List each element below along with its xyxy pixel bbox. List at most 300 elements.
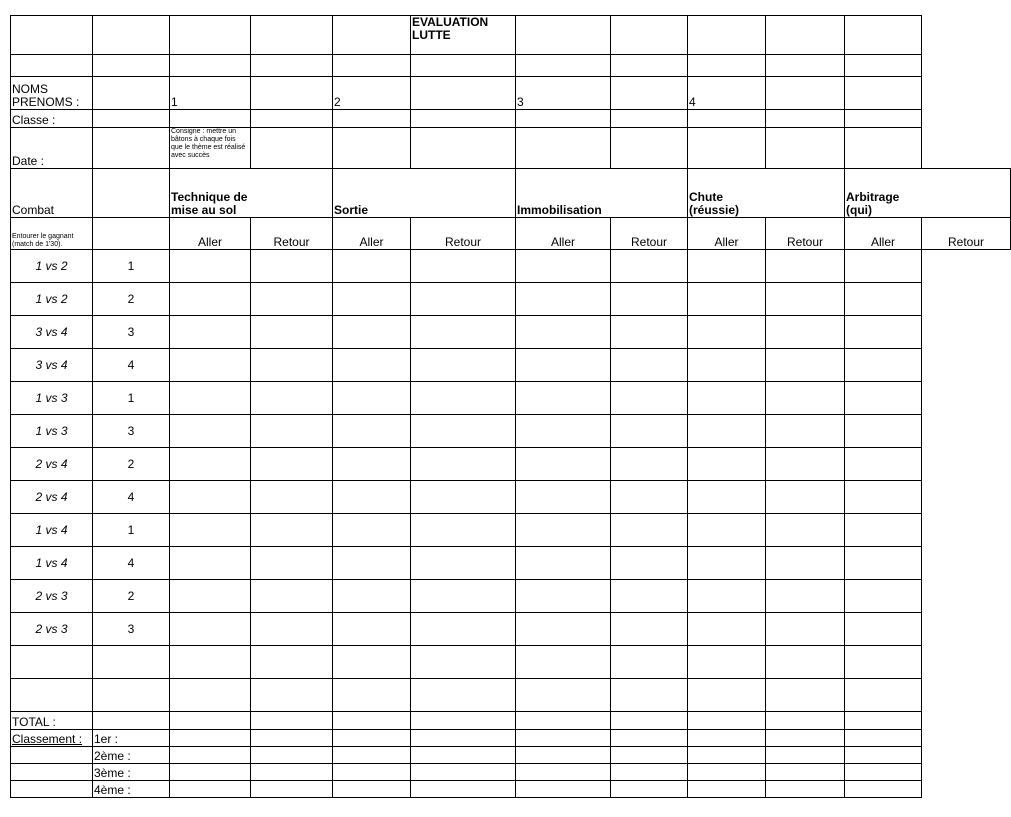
match-pairing: 1 vs 4 bbox=[11, 514, 93, 547]
score-cell[interactable] bbox=[516, 613, 611, 646]
title-line-2: LUTTE bbox=[412, 28, 451, 42]
score-cell[interactable] bbox=[766, 613, 845, 646]
cell[interactable] bbox=[611, 679, 688, 712]
blank-row bbox=[11, 55, 1011, 77]
score-cell[interactable] bbox=[688, 514, 766, 547]
score-cell[interactable] bbox=[766, 415, 845, 448]
score-cell[interactable] bbox=[170, 283, 251, 316]
score-cell[interactable] bbox=[688, 580, 766, 613]
score-cell[interactable] bbox=[251, 448, 333, 481]
cell[interactable] bbox=[251, 128, 333, 169]
match-row bbox=[11, 481, 1011, 514]
score-cell[interactable] bbox=[170, 415, 251, 448]
cell bbox=[11, 747, 93, 764]
score-cell[interactable] bbox=[516, 316, 611, 349]
score-cell[interactable] bbox=[845, 580, 922, 613]
sheet-title bbox=[411, 16, 516, 55]
score-cell[interactable] bbox=[251, 547, 333, 580]
classe-label: Classe : bbox=[11, 110, 93, 128]
cell[interactable] bbox=[766, 679, 845, 712]
theme-arbitrage: Arbitrage (qui) bbox=[845, 169, 1011, 218]
cell[interactable] bbox=[688, 55, 766, 77]
rank-field[interactable] bbox=[251, 781, 333, 798]
score-cell[interactable] bbox=[333, 283, 411, 316]
referee-number: 3 bbox=[93, 415, 170, 448]
score-cell[interactable] bbox=[333, 613, 411, 646]
cell[interactable] bbox=[845, 16, 922, 55]
score-cell[interactable] bbox=[688, 283, 766, 316]
cell[interactable] bbox=[516, 712, 611, 730]
score-cell[interactable] bbox=[611, 613, 688, 646]
cell[interactable] bbox=[251, 55, 333, 77]
score-cell[interactable] bbox=[766, 580, 845, 613]
score-cell[interactable] bbox=[333, 316, 411, 349]
score-cell[interactable] bbox=[688, 382, 766, 415]
classement-label: Classement : bbox=[11, 730, 93, 747]
score-cell[interactable] bbox=[516, 250, 611, 283]
retour-header: Retour bbox=[922, 218, 1011, 250]
rank-field[interactable] bbox=[766, 730, 845, 747]
cell[interactable] bbox=[93, 712, 170, 730]
cell[interactable] bbox=[516, 110, 611, 128]
cell[interactable] bbox=[333, 16, 411, 55]
cell[interactable] bbox=[688, 128, 766, 169]
cell[interactable] bbox=[411, 646, 516, 679]
cell[interactable] bbox=[688, 16, 766, 55]
score-cell[interactable] bbox=[845, 613, 922, 646]
rank-field[interactable] bbox=[611, 764, 688, 781]
score-cell[interactable] bbox=[688, 613, 766, 646]
score-cell[interactable] bbox=[845, 481, 922, 514]
cell[interactable] bbox=[93, 679, 170, 712]
score-cell[interactable] bbox=[411, 514, 516, 547]
cell[interactable] bbox=[411, 712, 516, 730]
rank-field[interactable] bbox=[845, 730, 922, 747]
score-cell[interactable] bbox=[516, 448, 611, 481]
theme-immobilisation: Immobilisation bbox=[516, 169, 688, 218]
cell[interactable] bbox=[251, 110, 333, 128]
score-cell[interactable] bbox=[688, 250, 766, 283]
cell[interactable] bbox=[611, 128, 688, 169]
score-cell[interactable] bbox=[611, 349, 688, 382]
referee-number: 1 bbox=[93, 250, 170, 283]
rank-field[interactable] bbox=[766, 764, 845, 781]
rank-label: 2ème : bbox=[93, 747, 170, 764]
rank-field[interactable] bbox=[170, 730, 251, 747]
score-cell[interactable] bbox=[170, 250, 251, 283]
score-cell[interactable] bbox=[845, 250, 922, 283]
score-cell[interactable] bbox=[766, 547, 845, 580]
cell[interactable] bbox=[845, 55, 922, 77]
rank-field[interactable] bbox=[845, 781, 922, 798]
score-cell[interactable] bbox=[845, 382, 922, 415]
match-pairing: 1 vs 2 bbox=[11, 250, 93, 283]
referee-number: 4 bbox=[93, 481, 170, 514]
cell[interactable] bbox=[411, 110, 516, 128]
total-label: TOTAL : bbox=[11, 712, 93, 730]
retour-header: Retour bbox=[251, 218, 333, 250]
cell[interactable] bbox=[411, 55, 516, 77]
evaluation-sheet bbox=[10, 15, 1011, 798]
match-pairing: 2 vs 3 bbox=[11, 613, 93, 646]
blank-row bbox=[11, 679, 1011, 712]
cell[interactable] bbox=[333, 110, 411, 128]
match-pairing: 1 vs 2 bbox=[11, 283, 93, 316]
score-cell[interactable] bbox=[766, 382, 845, 415]
score-cell[interactable] bbox=[411, 547, 516, 580]
referee-number: 2 bbox=[93, 448, 170, 481]
cell[interactable] bbox=[611, 646, 688, 679]
score-cell[interactable] bbox=[411, 448, 516, 481]
rank-field[interactable] bbox=[333, 781, 411, 798]
cell[interactable] bbox=[688, 712, 766, 730]
rank-field[interactable] bbox=[333, 730, 411, 747]
score-cell[interactable] bbox=[333, 250, 411, 283]
score-cell[interactable] bbox=[411, 613, 516, 646]
theme-technique: Technique de mise au sol bbox=[170, 169, 333, 218]
score-cell[interactable] bbox=[766, 448, 845, 481]
cell bbox=[93, 169, 170, 218]
cell[interactable] bbox=[411, 128, 516, 169]
score-cell[interactable] bbox=[170, 349, 251, 382]
aller-header: Aller bbox=[333, 218, 411, 250]
rank-field[interactable] bbox=[170, 781, 251, 798]
student-name-4[interactable] bbox=[766, 77, 845, 110]
score-cell[interactable] bbox=[333, 415, 411, 448]
match-pairing: 2 vs 4 bbox=[11, 448, 93, 481]
score-cell[interactable] bbox=[170, 382, 251, 415]
score-cell[interactable] bbox=[516, 580, 611, 613]
cell[interactable] bbox=[845, 679, 922, 712]
cell[interactable] bbox=[845, 110, 922, 128]
match-row bbox=[11, 382, 1011, 415]
cell[interactable] bbox=[333, 128, 411, 169]
score-cell[interactable] bbox=[170, 580, 251, 613]
cell[interactable] bbox=[11, 646, 93, 679]
cell[interactable] bbox=[170, 16, 251, 55]
score-cell[interactable] bbox=[516, 514, 611, 547]
date-field[interactable] bbox=[93, 128, 170, 169]
rank-field[interactable] bbox=[766, 781, 845, 798]
match-row bbox=[11, 250, 1011, 283]
score-cell[interactable] bbox=[845, 547, 922, 580]
ranking-row bbox=[11, 730, 1011, 747]
cell[interactable] bbox=[516, 16, 611, 55]
match-row bbox=[11, 283, 1011, 316]
score-cell[interactable] bbox=[516, 481, 611, 514]
rank-field[interactable] bbox=[845, 747, 922, 764]
rank-field[interactable] bbox=[170, 747, 251, 764]
score-cell[interactable] bbox=[766, 316, 845, 349]
cell[interactable] bbox=[251, 679, 333, 712]
cell bbox=[93, 218, 170, 250]
score-cell[interactable] bbox=[411, 580, 516, 613]
score-cell[interactable] bbox=[611, 283, 688, 316]
match-row bbox=[11, 580, 1011, 613]
score-cell[interactable] bbox=[251, 415, 333, 448]
rank-field[interactable] bbox=[611, 730, 688, 747]
cell[interactable] bbox=[411, 679, 516, 712]
match-pairing: 2 vs 3 bbox=[11, 580, 93, 613]
cell[interactable] bbox=[333, 712, 411, 730]
score-cell[interactable] bbox=[516, 382, 611, 415]
rank-field[interactable] bbox=[688, 781, 766, 798]
score-cell[interactable] bbox=[845, 316, 922, 349]
cell[interactable] bbox=[845, 646, 922, 679]
rank-field[interactable] bbox=[170, 764, 251, 781]
score-cell[interactable] bbox=[251, 283, 333, 316]
rank-field[interactable] bbox=[411, 764, 516, 781]
consigne-note: Consigne : mettre un bâtons à chaque fois que le thème est réalisé avec succès bbox=[170, 128, 251, 169]
cell[interactable] bbox=[170, 110, 251, 128]
score-cell[interactable] bbox=[333, 547, 411, 580]
cell[interactable] bbox=[766, 646, 845, 679]
blank-row bbox=[11, 646, 1011, 679]
score-cell[interactable] bbox=[411, 481, 516, 514]
referee-number: 2 bbox=[93, 580, 170, 613]
score-cell[interactable] bbox=[611, 382, 688, 415]
referee-number: 4 bbox=[93, 547, 170, 580]
score-cell[interactable] bbox=[411, 349, 516, 382]
score-cell[interactable] bbox=[516, 349, 611, 382]
cell[interactable] bbox=[516, 55, 611, 77]
cell[interactable] bbox=[11, 16, 93, 55]
cell[interactable] bbox=[766, 712, 845, 730]
score-cell[interactable] bbox=[611, 514, 688, 547]
cell[interactable] bbox=[251, 712, 333, 730]
entourer-note: Entourer le gagnant (match de 1'30). bbox=[11, 218, 93, 250]
score-cell[interactable] bbox=[411, 250, 516, 283]
score-cell[interactable] bbox=[333, 448, 411, 481]
cell[interactable] bbox=[251, 16, 333, 55]
prenoms-label: PRENOMS : bbox=[12, 95, 80, 109]
score-cell[interactable] bbox=[251, 580, 333, 613]
rank-field[interactable] bbox=[611, 781, 688, 798]
cell[interactable] bbox=[688, 110, 766, 128]
student-name-2[interactable] bbox=[411, 77, 516, 110]
match-pairing: 1 vs 4 bbox=[11, 547, 93, 580]
student-number-1: 1 bbox=[170, 77, 251, 110]
retour-header: Retour bbox=[611, 218, 688, 250]
score-cell[interactable] bbox=[411, 316, 516, 349]
score-cell[interactable] bbox=[845, 349, 922, 382]
cell[interactable] bbox=[611, 55, 688, 77]
cell[interactable] bbox=[93, 16, 170, 55]
score-cell[interactable] bbox=[611, 448, 688, 481]
score-cell[interactable] bbox=[845, 448, 922, 481]
referee-number: 3 bbox=[93, 316, 170, 349]
rank-field[interactable] bbox=[516, 730, 611, 747]
retour-header: Retour bbox=[411, 218, 516, 250]
rank-field[interactable] bbox=[845, 764, 922, 781]
match-pairing: 1 vs 3 bbox=[11, 415, 93, 448]
score-cell[interactable] bbox=[516, 415, 611, 448]
score-cell[interactable] bbox=[251, 613, 333, 646]
cell[interactable] bbox=[333, 679, 411, 712]
student-number-4: 4 bbox=[688, 77, 766, 110]
cell[interactable] bbox=[11, 55, 93, 77]
cell[interactable] bbox=[688, 679, 766, 712]
rank-field[interactable] bbox=[688, 730, 766, 747]
score-cell[interactable] bbox=[688, 349, 766, 382]
score-cell[interactable] bbox=[333, 349, 411, 382]
cell[interactable] bbox=[766, 110, 845, 128]
cell[interactable] bbox=[611, 16, 688, 55]
cell[interactable] bbox=[516, 646, 611, 679]
match-pairing: 3 vs 4 bbox=[11, 349, 93, 382]
score-cell[interactable] bbox=[251, 382, 333, 415]
aller-header: Aller bbox=[516, 218, 611, 250]
cell[interactable] bbox=[516, 679, 611, 712]
match-row bbox=[11, 448, 1011, 481]
rank-field[interactable] bbox=[611, 747, 688, 764]
rank-field[interactable] bbox=[333, 764, 411, 781]
match-row bbox=[11, 613, 1011, 646]
cell[interactable] bbox=[93, 646, 170, 679]
cell[interactable] bbox=[333, 646, 411, 679]
score-cell[interactable] bbox=[411, 382, 516, 415]
noms-label: NOMS bbox=[12, 82, 48, 96]
score-cell[interactable] bbox=[611, 481, 688, 514]
match-pairing: 1 vs 3 bbox=[11, 382, 93, 415]
score-cell[interactable] bbox=[251, 481, 333, 514]
score-cell[interactable] bbox=[766, 514, 845, 547]
rank-field[interactable] bbox=[516, 764, 611, 781]
cell[interactable] bbox=[845, 77, 922, 110]
rank-field[interactable] bbox=[251, 764, 333, 781]
ranking-row bbox=[11, 747, 1011, 764]
score-cell[interactable] bbox=[845, 514, 922, 547]
score-cell[interactable] bbox=[251, 514, 333, 547]
score-cell[interactable] bbox=[688, 481, 766, 514]
match-row bbox=[11, 514, 1011, 547]
score-cell[interactable] bbox=[688, 316, 766, 349]
aller-header: Aller bbox=[688, 218, 766, 250]
ranking-row bbox=[11, 781, 1011, 798]
retour-header: Retour bbox=[766, 218, 845, 250]
cell[interactable] bbox=[93, 77, 170, 110]
student-name-3[interactable] bbox=[611, 77, 688, 110]
referee-number: 3 bbox=[93, 613, 170, 646]
score-cell[interactable] bbox=[333, 580, 411, 613]
rank-field[interactable] bbox=[411, 747, 516, 764]
match-row bbox=[11, 349, 1011, 382]
cell[interactable] bbox=[611, 712, 688, 730]
score-cell[interactable] bbox=[611, 250, 688, 283]
score-cell[interactable] bbox=[516, 547, 611, 580]
score-cell[interactable] bbox=[845, 283, 922, 316]
rank-field[interactable] bbox=[411, 781, 516, 798]
cell[interactable] bbox=[688, 646, 766, 679]
rank-field[interactable] bbox=[688, 764, 766, 781]
score-cell[interactable] bbox=[766, 250, 845, 283]
student-name-1[interactable] bbox=[251, 77, 333, 110]
score-cell[interactable] bbox=[170, 481, 251, 514]
score-cell[interactable] bbox=[170, 448, 251, 481]
date-label: Date : bbox=[11, 128, 93, 169]
cell[interactable] bbox=[170, 55, 251, 77]
rank-label: 1er : bbox=[93, 730, 170, 747]
rank-field[interactable] bbox=[251, 747, 333, 764]
classe-field[interactable] bbox=[93, 110, 170, 128]
referee-number: 4 bbox=[93, 349, 170, 382]
match-row bbox=[11, 415, 1011, 448]
cell[interactable] bbox=[11, 679, 93, 712]
rank-field[interactable] bbox=[411, 730, 516, 747]
rank-field[interactable] bbox=[516, 781, 611, 798]
combat-label: Combat bbox=[11, 169, 93, 218]
score-cell[interactable] bbox=[333, 481, 411, 514]
score-cell[interactable] bbox=[766, 283, 845, 316]
score-cell[interactable] bbox=[411, 283, 516, 316]
score-cell[interactable] bbox=[411, 415, 516, 448]
rank-field[interactable] bbox=[251, 730, 333, 747]
score-cell[interactable] bbox=[766, 481, 845, 514]
score-cell[interactable] bbox=[611, 580, 688, 613]
title-line-1: EVALUATION bbox=[412, 15, 489, 29]
rank-field[interactable] bbox=[688, 747, 766, 764]
rank-field[interactable] bbox=[516, 747, 611, 764]
score-cell[interactable] bbox=[251, 316, 333, 349]
referee-number: 1 bbox=[93, 514, 170, 547]
score-cell[interactable] bbox=[516, 283, 611, 316]
cell[interactable] bbox=[251, 646, 333, 679]
cell[interactable] bbox=[845, 712, 922, 730]
cell[interactable] bbox=[170, 712, 251, 730]
rank-field[interactable] bbox=[766, 747, 845, 764]
cell[interactable] bbox=[516, 128, 611, 169]
cell[interactable] bbox=[766, 55, 845, 77]
theme-sortie: Sortie bbox=[333, 169, 516, 218]
score-cell[interactable] bbox=[251, 250, 333, 283]
score-cell[interactable] bbox=[611, 316, 688, 349]
student-number-2: 2 bbox=[333, 77, 411, 110]
student-number-3: 3 bbox=[516, 77, 611, 110]
ranking-row bbox=[11, 764, 1011, 781]
cell[interactable] bbox=[93, 55, 170, 77]
score-cell[interactable] bbox=[251, 349, 333, 382]
score-cell[interactable] bbox=[611, 547, 688, 580]
referee-number: 1 bbox=[93, 382, 170, 415]
score-cell[interactable] bbox=[766, 349, 845, 382]
match-pairing: 2 vs 4 bbox=[11, 481, 93, 514]
score-cell[interactable] bbox=[170, 316, 251, 349]
cell[interactable] bbox=[333, 55, 411, 77]
score-cell[interactable] bbox=[170, 547, 251, 580]
score-cell[interactable] bbox=[333, 382, 411, 415]
score-cell[interactable] bbox=[845, 415, 922, 448]
cell[interactable] bbox=[845, 128, 922, 169]
cell[interactable] bbox=[611, 110, 688, 128]
score-cell[interactable] bbox=[688, 415, 766, 448]
match-row bbox=[11, 547, 1011, 580]
score-cell[interactable] bbox=[170, 514, 251, 547]
score-cell[interactable] bbox=[688, 448, 766, 481]
cell[interactable] bbox=[170, 646, 251, 679]
match-row bbox=[11, 316, 1011, 349]
cell[interactable] bbox=[766, 16, 845, 55]
rank-field[interactable] bbox=[333, 747, 411, 764]
score-cell[interactable] bbox=[688, 547, 766, 580]
cell[interactable] bbox=[170, 679, 251, 712]
score-cell[interactable] bbox=[333, 514, 411, 547]
cell[interactable] bbox=[766, 128, 845, 169]
theme-chute: Chute (réussie) bbox=[688, 169, 845, 218]
score-cell[interactable] bbox=[611, 415, 688, 448]
noms-prenoms-label bbox=[11, 77, 93, 110]
aller-header: Aller bbox=[845, 218, 922, 250]
score-cell[interactable] bbox=[170, 613, 251, 646]
